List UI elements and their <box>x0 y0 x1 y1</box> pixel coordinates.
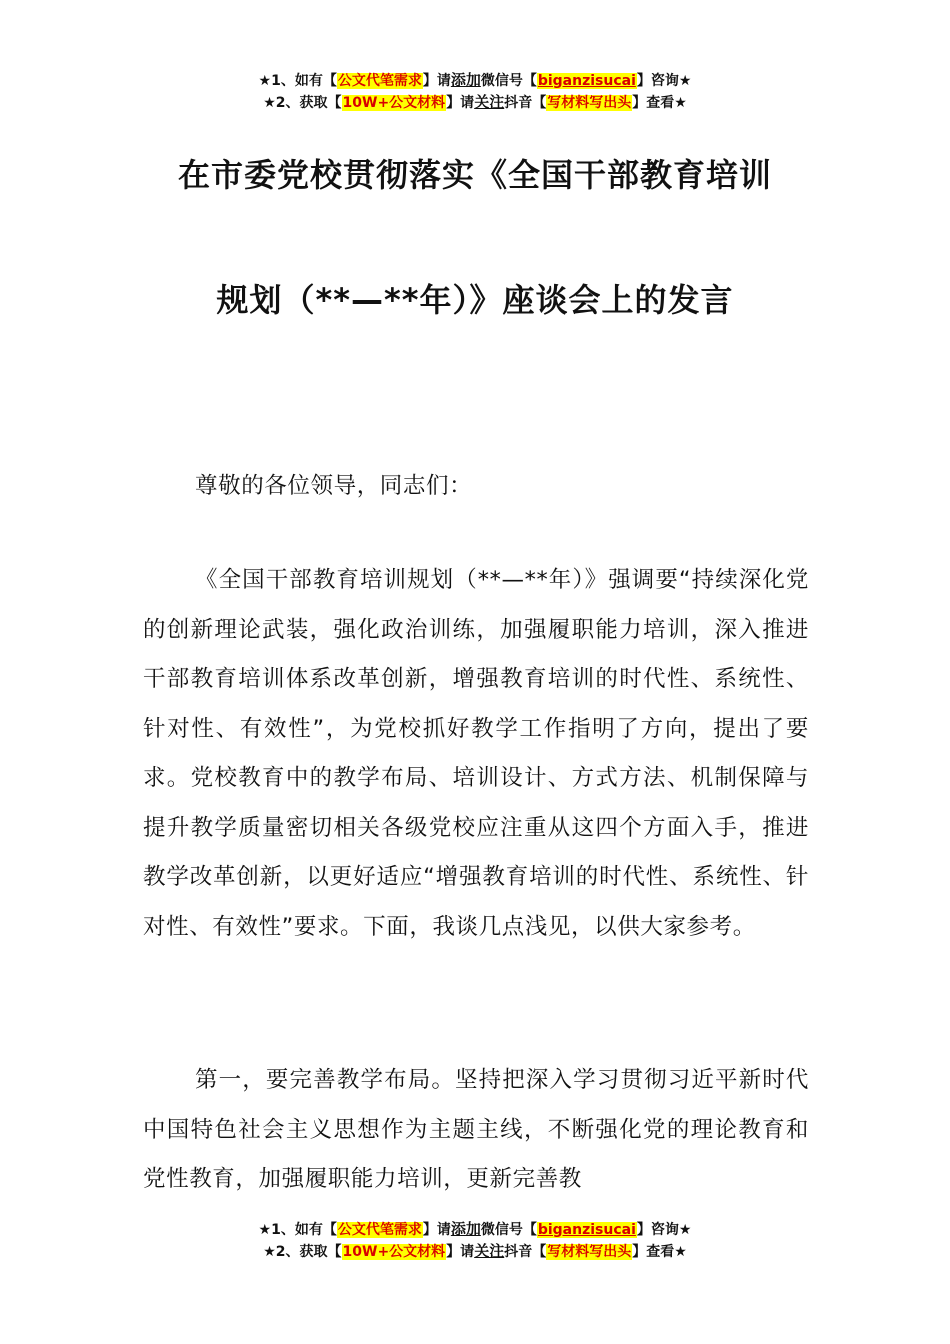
banner-text: 抖音【 <box>504 1244 547 1260</box>
paragraph-1 <box>143 556 809 952</box>
banner-line-1 <box>0 1218 950 1240</box>
banner-text: 】请 <box>422 1222 451 1238</box>
paragraph-2 <box>143 1056 809 1205</box>
banner-underlined-text: 添加 <box>450 71 481 89</box>
banner-text: ★1、如有【 <box>258 73 337 89</box>
paragraph-2-text: 第一，要完善教学布局。坚持把深入学习贯彻习近平新时代中国特色社会主义思想作为主题主线，不断强化党的理论教育和党性教育，加强履职能力培训，更新完善教 <box>143 1067 809 1192</box>
wechat-id-link[interactable]: biganzisucai <box>537 1222 636 1238</box>
banner-text: 】请 <box>446 1244 475 1260</box>
banner-text: 微信号【 <box>480 1222 537 1238</box>
highlight-douyin: 写材料写出头 <box>547 95 632 111</box>
salutation-text: 尊敬的各位领导，同志们： <box>195 473 473 499</box>
banner-underlined-text: 添加 <box>450 1220 481 1238</box>
document-title-line-1: 在市委党校贯彻落实《全国干部教育培训 <box>177 156 772 194</box>
wechat-id-link[interactable]: biganzisucai <box>537 73 636 89</box>
banner-text: 】查看★ <box>632 1244 687 1260</box>
highlight-materials: 10W+公文材料 <box>342 1244 446 1260</box>
document-title-line-2: 规划（**—**年）》座谈会上的发言 <box>216 281 734 319</box>
footer-banner <box>0 1218 950 1262</box>
banner-underlined-text: 关注 <box>474 93 505 111</box>
paragraph-1-text: 《全国干部教育培训规划（**—**年）》强调要“持续深化党的创新理论武装，强化政治训练，加强履职能力培训，深入推进干部教育培训体系改革创新，增强教育培训的时代性、系统性、针对性、有效性”，为党校抓好教学工作指明了方向，提出了要求。党校教育中的教学布局、培训设计、方式方法、机制保障与提升教学质量密切相关各级党校应注重从这四个方面入手，推进教学改革创新，以更好适应“增强教育培训的时代性、系统性、针对性、有效性”要求。下面，我谈几点浅见，以供大家参考。 <box>143 567 809 940</box>
banner-text: ★1、如有【 <box>258 1222 337 1238</box>
banner-text: 】请 <box>422 73 451 89</box>
banner-text: 】请 <box>446 95 475 111</box>
banner-line-2 <box>0 91 950 113</box>
banner-underlined-text: 关注 <box>474 1242 505 1260</box>
highlight-service: 公文代笔需求 <box>337 1222 422 1238</box>
banner-text: 微信号【 <box>480 73 537 89</box>
banner-line-1 <box>0 69 950 91</box>
header-banner <box>0 69 950 113</box>
highlight-service: 公文代笔需求 <box>337 73 422 89</box>
banner-text: 抖音【 <box>504 95 547 111</box>
banner-text: ★2、获取【 <box>263 1244 342 1260</box>
banner-text: 】咨询★ <box>636 1222 692 1238</box>
banner-text: ★2、获取【 <box>263 95 342 111</box>
banner-line-2 <box>0 1240 950 1262</box>
banner-text: 】咨询★ <box>636 73 692 89</box>
banner-text: 】查看★ <box>632 95 687 111</box>
highlight-douyin: 写材料写出头 <box>547 1244 632 1260</box>
salutation <box>195 462 795 512</box>
highlight-materials: 10W+公文材料 <box>342 95 446 111</box>
